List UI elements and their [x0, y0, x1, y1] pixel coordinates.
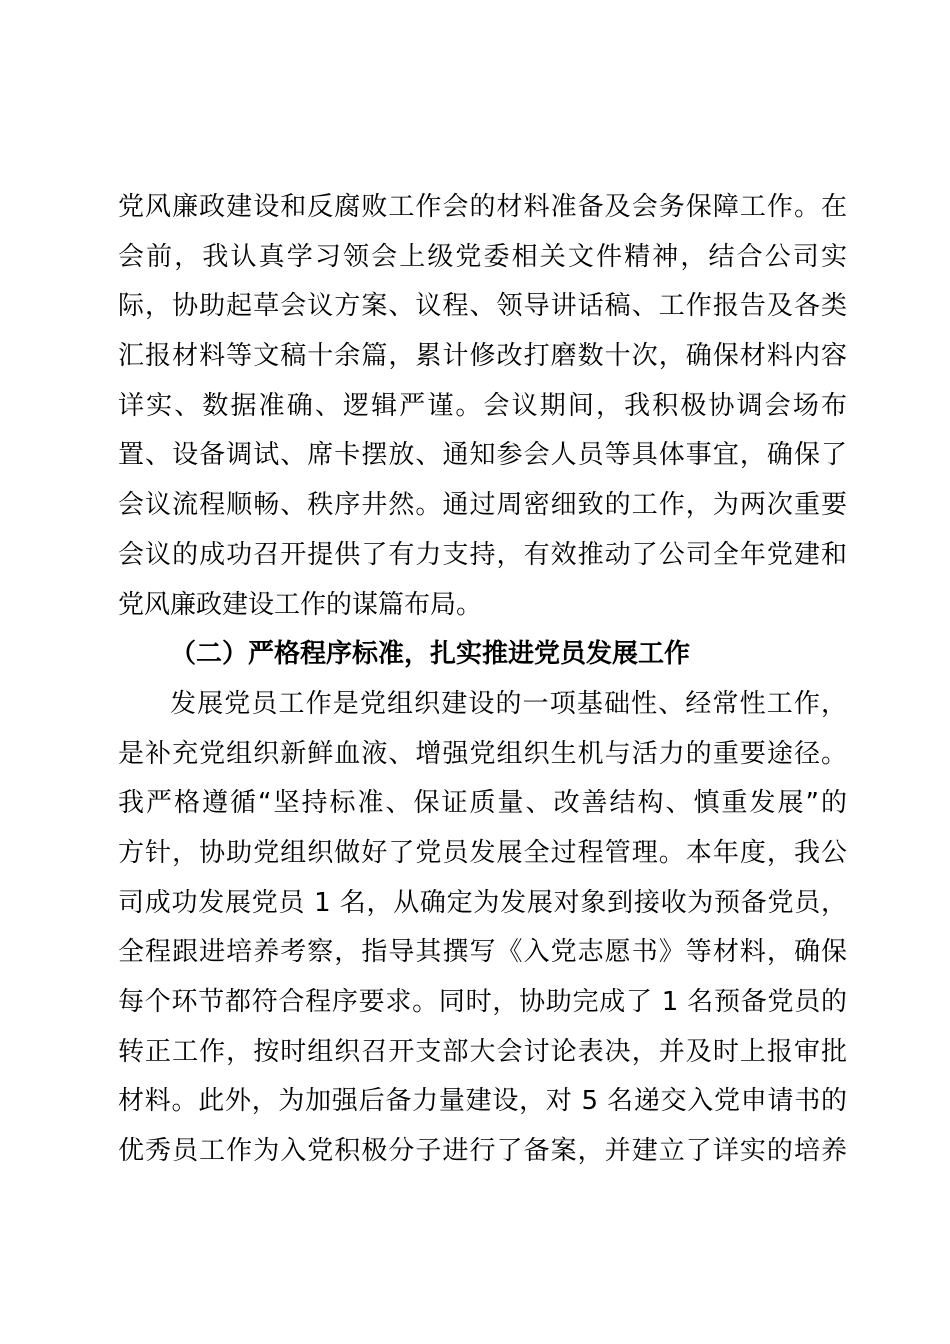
text-line: 党风廉政建设工作的谋篇布局。: [118, 589, 483, 620]
text-line: 发展党员工作是党组织建设的一项基础性、经常性工作，: [170, 688, 847, 719]
text-line: 际，协助起草会议方案、议程、领导讲话稿、工作报告及各类: [118, 291, 847, 322]
heading-section-2: （二）严格程序标准，扎实推进党员发展工作: [170, 639, 691, 670]
text-line: 我严格遵循“坚持标准、保证质量、改善结构、慎重发展”的: [118, 788, 847, 819]
text-line: 司成功发展党员 1 名，从确定为发展对象到接收为预备党员，: [118, 887, 847, 918]
text-line: 材料。此外，为加强后备力量建设，对 5 名递交入党申请书的: [118, 1086, 847, 1117]
text-line: 优秀员工作为入党积极分子进行了备案，并建立了详实的培养: [118, 1136, 847, 1167]
text-line: 全程跟进培养考察，指导其撰写《入党志愿书》等材料，确保: [118, 937, 847, 968]
text-line: 置、设备调试、席卡摆放、通知参会人员等具体事宜，确保了: [118, 440, 847, 471]
paragraph-party-member-development: [118, 680, 847, 1177]
text-line: 会议的成功召开提供了有力支持，有效推动了公司全年党建和: [118, 539, 847, 570]
text-line: 汇报材料等文稿十余篇，累计修改打磨数十次，确保材料内容: [118, 341, 847, 372]
text-line: 方针，协助党组织做好了党员发展全过程管理。本年度，我公: [118, 837, 847, 868]
text-line: 会议流程顺畅、秩序井然。通过周密细致的工作，为两次重要: [118, 490, 847, 521]
document-body: [118, 183, 847, 1177]
text-line: 转正工作，按时组织召开支部大会讨论表决，并及时上报审批: [118, 1036, 847, 1067]
text-line: 详实、数据准确、逻辑严谨。会议期间，我积极协调会场布: [118, 390, 847, 421]
paragraph-meeting-support: [118, 183, 847, 630]
text-line: 是补充党组织新鲜血液、增强党组织生机与活力的重要途径。: [118, 738, 847, 769]
text-line: 党风廉政建设和反腐败工作会的材料准备及会务保障工作。在: [118, 192, 847, 222]
text-line: 会前，我认真学习领会上级党委相关文件精神，结合公司实: [118, 241, 847, 272]
text-line: 每个环节都符合程序要求。同时，协助完成了 1 名预备党员的: [118, 987, 847, 1017]
